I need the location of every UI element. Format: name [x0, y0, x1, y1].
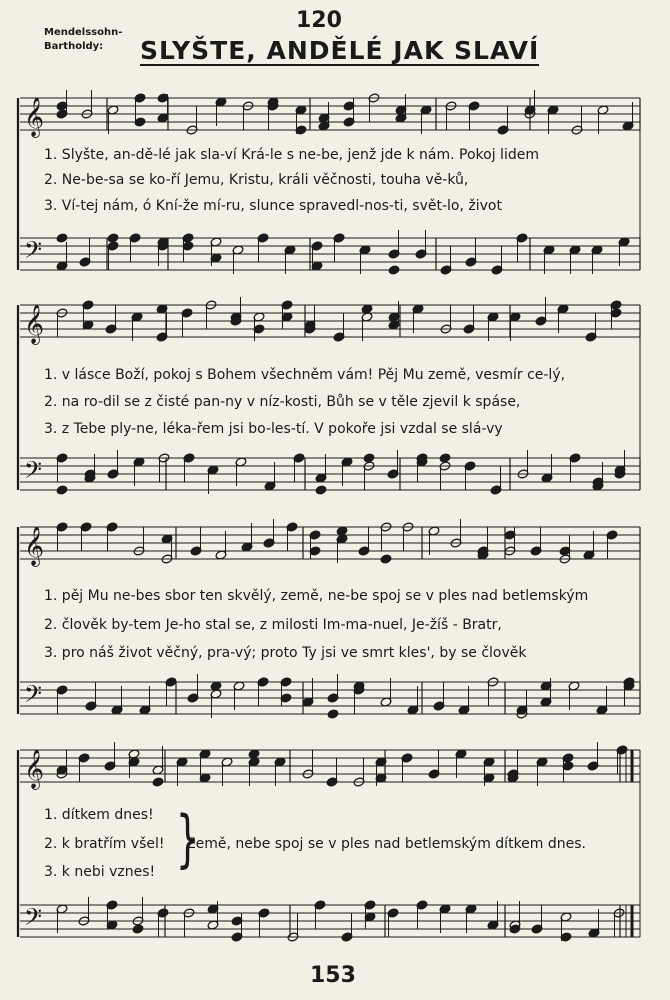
- lyric-line: 2. k bratřím všel!: [44, 836, 165, 852]
- note-head: [56, 485, 68, 495]
- lyric-line: 3. k nebi vznes!: [44, 864, 156, 880]
- note-head: [107, 233, 119, 243]
- note-head: [315, 485, 327, 495]
- lyric-line: 3. Ví-tej nám, ó Kní-že mí-ru, slunce spravedl-nos-ti, svět-lo, život: [44, 198, 502, 214]
- composer-credit: [44, 26, 122, 54]
- note-head: [388, 265, 400, 275]
- bass-clef: 𝄢: [24, 680, 43, 713]
- treble-clef: 𝄞: [24, 97, 45, 137]
- lyric-line: 3. pro náš život věčný, pra-vý; proto Ty jsi ve smrt kles', by se člověk: [44, 645, 527, 661]
- composer-line-2: Bartholdy:: [44, 41, 104, 52]
- composer-line-1: Mendelssohn-: [44, 27, 123, 38]
- bass-clef: 𝄢: [24, 903, 43, 936]
- treble-clef: 𝄞: [24, 304, 45, 344]
- hymn-number: 120: [296, 8, 342, 33]
- note-head: [56, 233, 68, 243]
- lyric-line: 1. Slyšte, an-dě-lé jak sla-ví Krá-le s ne-be, jenž jde k nám. Pokoj lidem: [44, 147, 539, 163]
- verse-brace: }: [175, 802, 200, 875]
- note-head: [439, 453, 451, 463]
- note-head: [380, 554, 392, 564]
- page-number: 153: [310, 963, 356, 988]
- lyric-line: 2. na ro-dil se z čisté pan-ny v níz-kosti, Bůh se v těle zjevil k spáse,: [44, 394, 521, 410]
- bass-clef: 𝄢: [24, 236, 43, 269]
- lyric-line: 3. z Tebe ply-ne, léka-řem jsi bo-les-tí. V pokoře jsi vzdal se slá-vy: [44, 421, 503, 437]
- bass-clef: 𝄢: [24, 456, 43, 489]
- lyric-line: 2. Ne-be-sa se ko-ří Jemu, Kristu, králi věčnosti, touha vě-ků,: [44, 172, 469, 188]
- treble-clef: 𝄞: [24, 749, 45, 789]
- lyric-line: 1. dítkem dnes!: [44, 807, 154, 823]
- lyric-line: 2. člověk by-tem Je-ho stal se, z milosti Im-ma-nuel, Je-žíš - Bratr,: [44, 617, 502, 633]
- lyric-line: 1. pěj Mu ne-bes sbor ten skvělý, země, ne-be spoj se v ples nad betlemským: [44, 588, 589, 604]
- hymn-title: SLYŠTE, ANDĚLÉ JAK SLAVÍ: [140, 36, 540, 65]
- note-head: [152, 777, 164, 787]
- treble-clef: 𝄞: [24, 526, 45, 566]
- note-head: [327, 709, 339, 719]
- lyric-line: 1. v lásce Boží, pokoj s Bohem všechněm vám! Pěj Mu země, vesmír ce-lý,: [44, 367, 566, 383]
- note-head: [363, 453, 375, 463]
- refrain-line: Země, nebe spoj se v ples nad betlemským dítkem dnes.: [186, 836, 586, 852]
- note-head: [132, 924, 144, 934]
